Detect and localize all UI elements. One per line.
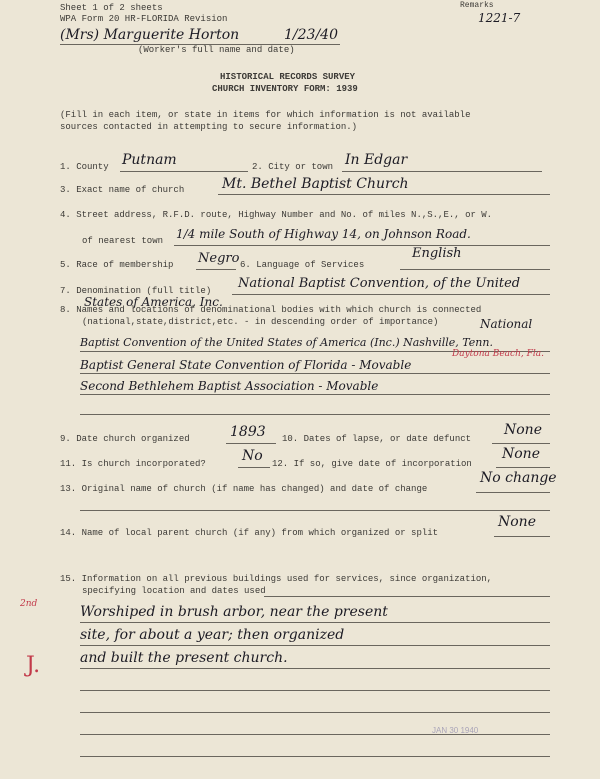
q4-label: 4. Street address, R.F.D. route, Highway Number and No. of miles N.,S.,E., or W. <box>60 210 493 220</box>
q15-line-1 <box>264 596 550 597</box>
q13-line-2 <box>80 510 550 511</box>
q8-line-4 <box>80 394 550 395</box>
q9-label: 9. Date church organized <box>60 434 190 444</box>
q15-label-2: specifying location and dates used <box>82 586 266 596</box>
a9-date-organized: 1893 <box>230 424 266 440</box>
a8-line-3: Baptist General State Convention of Florida - Movable <box>80 358 412 372</box>
q14-label: 14. Name of local parent church (if any) from which organized or split <box>60 528 439 538</box>
q8-line-5 <box>80 414 550 415</box>
q6-line <box>400 269 550 270</box>
q6-label: 6. Language of Services <box>240 260 365 270</box>
a1-county: Putnam <box>122 152 177 168</box>
q3-label: 3. Exact name of church <box>60 185 185 195</box>
a7-denomination-1: National Baptist Convention, of the United <box>238 276 521 291</box>
remarks-value: 1221-7 <box>478 11 521 25</box>
q13-label: 13. Original name of church (if name has changed) and date of change <box>60 484 428 494</box>
remarks-label: Remarks <box>460 1 494 10</box>
a8-line-1: National <box>480 317 533 331</box>
form-title: CHURCH INVENTORY FORM: 1939 <box>212 84 358 94</box>
a13-original-name: No change <box>480 470 557 486</box>
q10-label: 10. Dates of lapse, or date defunct <box>282 434 472 444</box>
a7-denomination-2: States of America, Inc. <box>84 295 223 309</box>
q1-line <box>120 171 248 172</box>
q11-line <box>238 467 270 468</box>
q8-label-1: 8. Names and locations of denominational bodies with which church is connected <box>60 305 482 315</box>
margin-mark-j: J. <box>26 653 41 678</box>
a10-lapse: None <box>504 422 542 438</box>
a12-incorporation-date: None <box>502 446 540 462</box>
a8-line-2: Baptist Convention of the United States of America (Inc.) Nashville, Tenn. <box>80 336 493 349</box>
a4-address: 1/4 mile South of Highway 14, on Johnson Road. <box>176 227 471 241</box>
q4b-label: of nearest town <box>82 236 164 246</box>
a15-line-1: Worshiped in brush arbor, near the present <box>80 604 388 620</box>
a8-line-4: Second Bethlehem Baptist Association - Movable <box>80 379 379 393</box>
q3-line <box>218 194 550 195</box>
a6-language: English <box>412 246 462 261</box>
q2-line <box>342 171 542 172</box>
received-stamp: JAN 30 1940 <box>432 726 479 735</box>
wpa-form-number: WPA Form 20 HR-FLORIDA Revision <box>60 14 228 24</box>
a15-line-3: and built the present church. <box>80 650 288 666</box>
a14-parent-church: None <box>498 514 536 530</box>
q15-line-4 <box>80 668 550 669</box>
q15-line-6 <box>80 712 550 713</box>
q8-label-2: (national,state,district,etc. - in descending order of importance) <box>82 317 439 327</box>
a5-race: Negro <box>198 251 240 266</box>
q4-line <box>174 245 550 246</box>
q9-line <box>226 443 276 444</box>
a11-incorporated: No <box>242 448 263 464</box>
a2-city: In Edgar <box>345 152 408 168</box>
q15-line-5 <box>80 690 550 691</box>
q15-line-8 <box>80 756 550 757</box>
q15-line-2 <box>80 622 550 623</box>
q5-label: 5. Race of membership <box>60 260 174 270</box>
q15-line-7 <box>80 734 550 735</box>
sheet-number: Sheet 1 of 2 sheets <box>60 3 163 13</box>
worker-name: (Mrs) Marguerite Horton <box>60 27 240 43</box>
q2-label: 2. City or town <box>252 162 334 172</box>
q8-line-3 <box>80 373 550 374</box>
q13-line <box>476 492 550 493</box>
a15-line-2: site, for about a year; then organized <box>80 627 345 643</box>
survey-title: HISTORICAL RECORDS SURVEY <box>220 72 356 82</box>
margin-note-2nd: 2nd <box>20 599 38 609</box>
q14-line <box>494 536 550 537</box>
q12-label: 12. If so, give date of incorporation <box>272 459 472 469</box>
worker-caption: (Worker's full name and date) <box>138 45 295 55</box>
q12-line <box>496 467 550 468</box>
q15-label-1: 15. Information on all previous buildings used for services, since organization, <box>60 574 493 584</box>
instructions-line-1: (Fill in each item, or state in items for which information is not available <box>60 110 471 120</box>
q7-line <box>232 294 550 295</box>
q10-line <box>492 443 550 444</box>
q7-label: 7. Denomination (full title) <box>60 286 212 296</box>
a8-red-note: Daytona Beach, Fla. <box>452 349 544 359</box>
instructions-line-2: sources contacted in attempting to secure information.) <box>60 122 358 132</box>
q15-line-3 <box>80 645 550 646</box>
worker-date: 1/23/40 <box>284 27 338 43</box>
a3-church-name: Mt. Bethel Baptist Church <box>222 176 409 192</box>
q5-line <box>196 269 236 270</box>
q11-label: 11. Is church incorporated? <box>60 459 206 469</box>
q1-label: 1. County <box>60 162 109 172</box>
